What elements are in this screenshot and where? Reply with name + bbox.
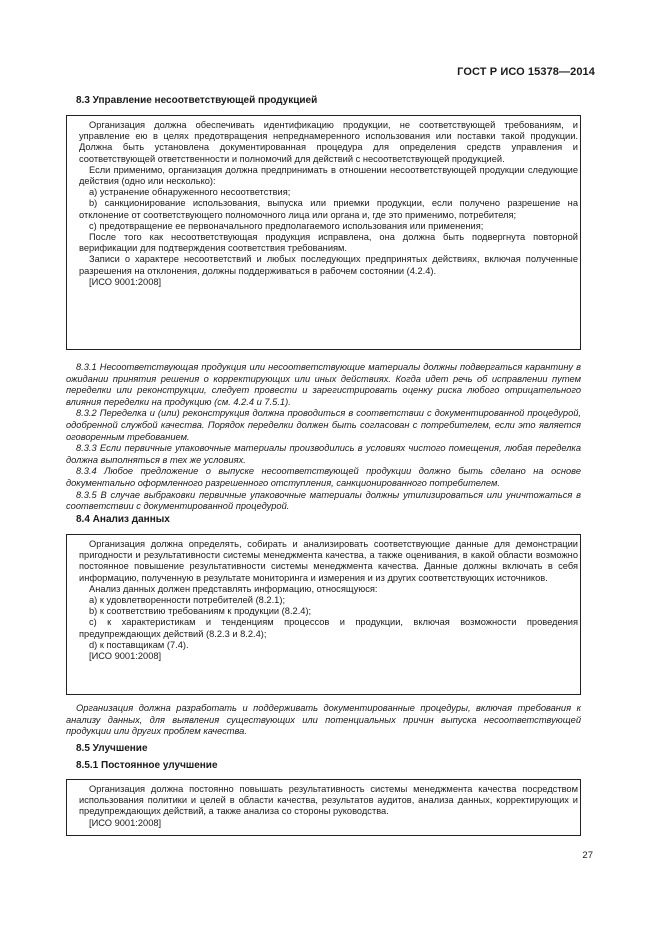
iso-quote-box-8-5-1 (66, 779, 581, 836)
box-8-4-item-a: a) к удовлетворенности потребителей (8.2.1); (89, 595, 286, 606)
section-8-4-heading: 8.4 Анализ данных (76, 514, 170, 525)
notes-8-4 (66, 703, 581, 738)
box-8-3-paragraph-1: Организация должна обеспечивать идентификацию продукции, не соответствующей требованиям, и управление ею в целях предотвращения непреднамеренного использования или поставки такой продукции. Должна быть установлена документированная процедура для определения средств управления и соответствующей ответственности и полномочий для действий с несоответствующей продукцией. (79, 120, 578, 164)
box-8-3-paragraph-3: После того как несоответствующая продукция исправлена, она должна быть подвергнута повторной верификации для подтверждения соответствия требованиям. (79, 232, 578, 254)
box-8-3-item-c: c) предотвращение ее первоначального предполагаемого использования или применения; (89, 220, 484, 231)
notes-8-3 (66, 362, 581, 513)
box-8-5-1-paragraph-1: Организация должна постоянно повышать результативность системы менеджмента качества посредством использования политики и целей в области качества, результатов аудитов, анализа данных, корректирующих и предупреждающих действий, а также анализа со стороны руководства. (79, 784, 578, 817)
iso-quote-box-8-4 (66, 534, 581, 695)
box-8-4-item-d: d) к поставщикам (7.4). (89, 639, 189, 650)
note-8-3-3: 8.3.3 Если первичные упаковочные материалы производились в условиях чистого помещения, любая переделка должна выполняться в тех же условиях. (66, 443, 581, 465)
box-8-3-paragraph-4: Записи о характере несоответствий и любых последующих предпринятых действиях, включая полученные разрешения на отклонения, должны поддерживаться в рабочем состоянии (4.2.4). (79, 254, 578, 276)
box-8-3-paragraph-2: Если применимо, организация должна предпринимать в отношении несоответствующей продукции следующие действия (одно или несколько): (79, 164, 578, 187)
note-8-3-1: 8.3.1 Несоответствующая продукция или несоответствующие материалы должны подвергаться карантину в ожидании принятия решения о корректирующих или иных действиях. Когда идет речь об исправлении путем переделки или реконструкции, следует провести и зарегистрировать оценку риска любого отрицательного влияния переделки на продукцию (см. 4.2.4 и 7.5.1). (66, 362, 581, 407)
box-8-3-item-a: a) устранение обнаруженного несоответствия; (89, 187, 291, 198)
box-8-3-item-b: b) санкционирование использования, выпуска или приемки продукции, если получено разрешение на отклонение от соответствующего полномочного лица или органа и, где это применимо, потребителя; (79, 198, 578, 220)
iso-quote-box-8-3 (66, 115, 581, 350)
box-8-4-item-c: c) к характеристикам и тенденциям процессов и продукции, включая возможности проведения предупреждающих действий (8.2.3 и 8.2.4); (79, 617, 578, 639)
standard-number: ГОСТ Р ИСО 15378—2014 (457, 66, 595, 78)
box-8-4-paragraph-2: Анализ данных должен представлять информацию, относящуюся: (89, 583, 378, 594)
section-8-5-1-heading: 8.5.1 Постоянное улучшение (76, 760, 218, 771)
note-8-3-2: 8.3.2 Переделка и (или) реконструкция должна проводиться в соответствии с документированной процедурой, одобренной службой качества. Порядок переделки должен быть согласован с потребителем, если это является оговоренным требованием. (66, 408, 581, 442)
section-8-3-heading: 8.3 Управление несоответствующей продукцией (76, 95, 318, 106)
section-8-5-heading: 8.5 Улучшение (76, 743, 148, 754)
note-8-4: Организация должна разработать и поддерживать документированные процедуры, включая требования к анализу данных, для выявления существующих или потенциальных причин выпуска несоответствующей продукции или других проблем качества. (66, 703, 581, 737)
page-number: 27 (582, 850, 593, 861)
box-8-3-reference: [ИСО 9001:2008] (89, 276, 162, 287)
box-8-4-reference: [ИСО 9001:2008] (89, 651, 162, 662)
box-8-4-item-b: b) к соответствию требованиям к продукции (8.2.4); (89, 606, 312, 617)
note-8-3-4: 8.3.4 Любое предложение о выпуске несоответствующей продукции должно быть сделано на основе документально оформленного разрешенного отступления, санкционированного потребителем. (66, 466, 581, 488)
note-8-3-5: 8.3.5 В случае выбраковки первичные упаковочные материалы должны утилизироваться или уничтожаться в соответствии с документированной процедурой. (66, 489, 581, 512)
box-8-5-1-reference: [ИСО 9001:2008] (89, 817, 162, 828)
box-8-4-paragraph-1: Организация должна определять, собирать и анализировать соответствующие данные для демонстрации пригодности и результативности системы менеджмента качества, а также оценивания, в какой области возможно постоянное повышение результативности системы менеджмента качества. Данные должны включать в себя информацию, полученную в результате мониторинга и измерения и из других соответствующих источников. (79, 539, 578, 583)
